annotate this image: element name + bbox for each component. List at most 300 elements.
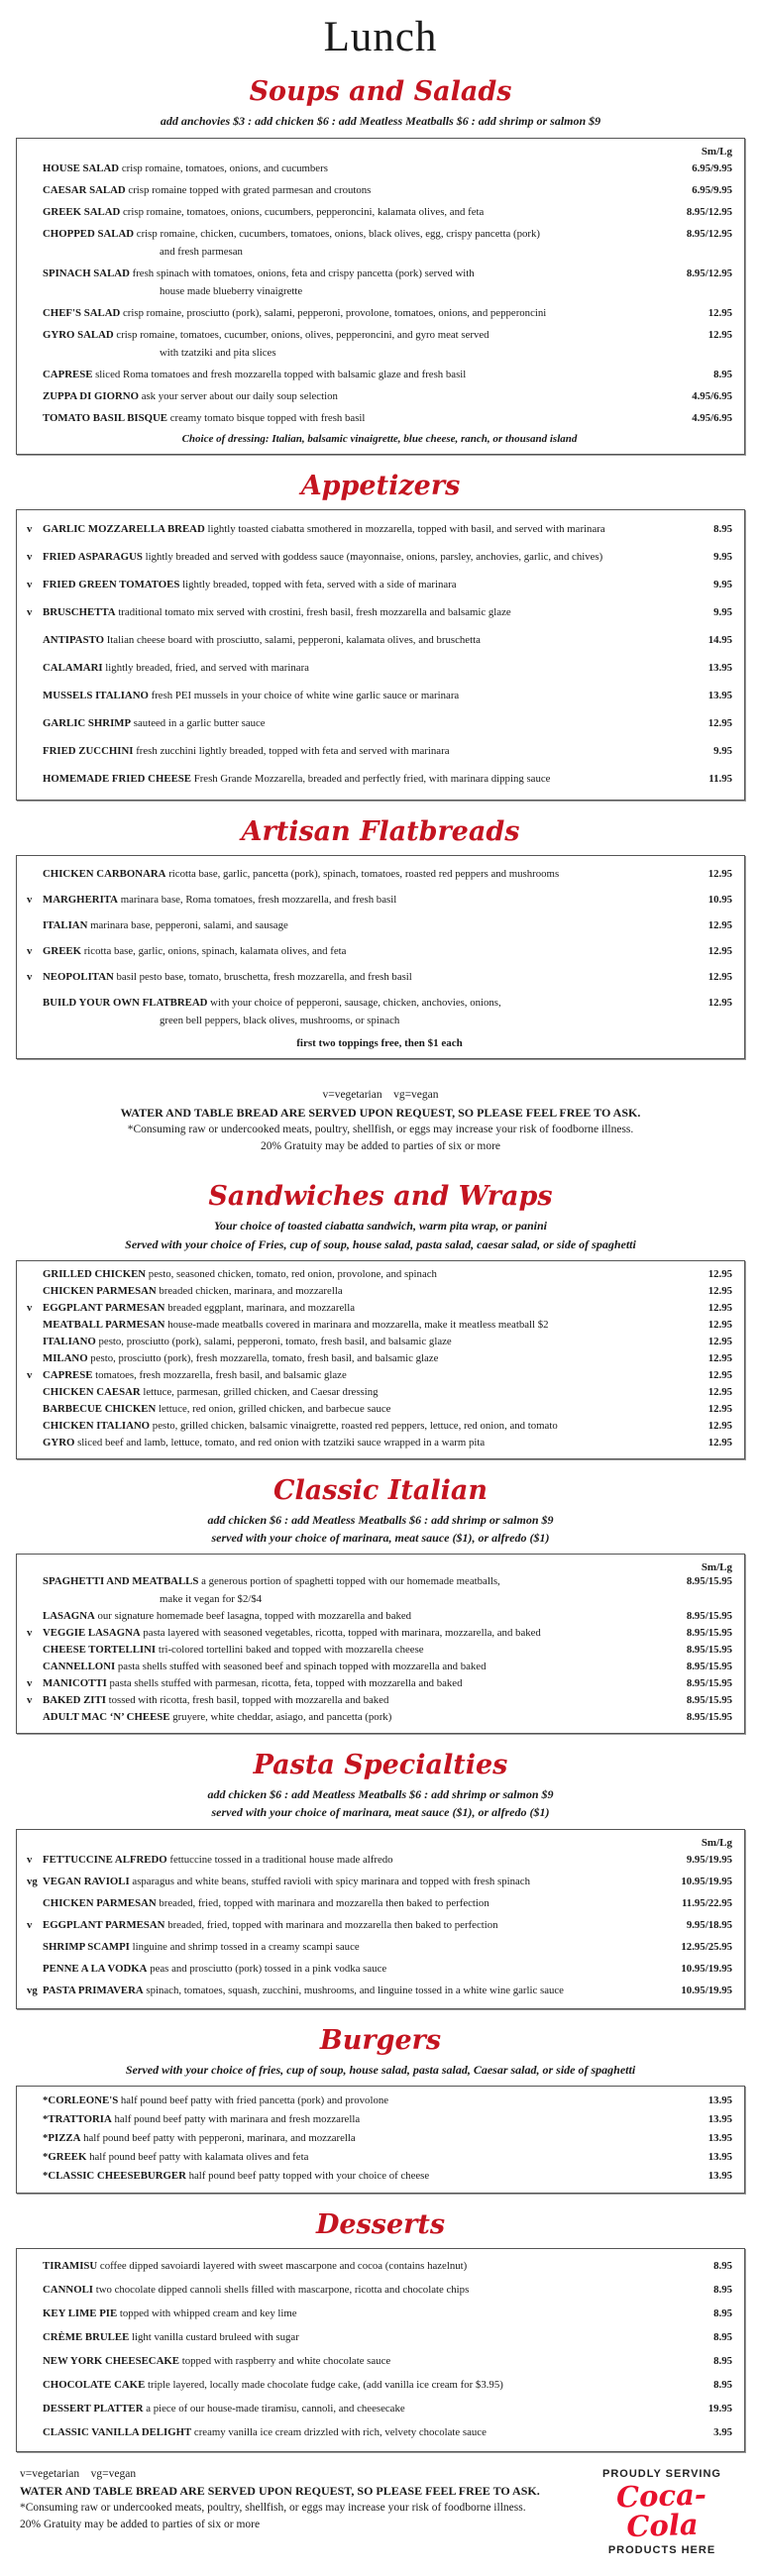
item-description: two chocolate dipped cannoli shells filled with mascarpone, ricotta and chocolate chips xyxy=(95,2283,470,2296)
menu-item xyxy=(27,598,732,626)
menu-item xyxy=(27,571,732,598)
veg-marker xyxy=(27,2148,43,2167)
item-name: FRIED ASPARAGUS xyxy=(43,550,143,563)
item-price: 8.95/12.95 xyxy=(686,267,732,279)
menu-item xyxy=(27,2092,732,2110)
menu-box xyxy=(16,1829,745,2009)
item-price: 8.95/15.95 xyxy=(686,1694,732,1707)
page-title: Lunch xyxy=(323,14,438,60)
item-text xyxy=(43,654,669,682)
item-name: SHRIMP SCAMPI xyxy=(43,1940,130,1953)
item-text xyxy=(43,1642,669,1659)
price-size-header: Sm/Lg xyxy=(701,145,732,158)
item-text xyxy=(43,1892,669,1914)
item-price: 8.95 xyxy=(713,2378,732,2391)
item-text xyxy=(43,2420,669,2444)
item-description: lettuce, parmesan, grilled chicken, and Caesar dressing xyxy=(143,1385,379,1398)
section-appetizers xyxy=(14,471,747,801)
item-price: 12.95 xyxy=(707,996,732,1009)
item-price: 8.95/15.95 xyxy=(686,1644,732,1657)
veg-marker xyxy=(27,912,43,938)
veg-marker xyxy=(27,263,43,302)
item-text xyxy=(43,201,669,223)
veg-marker xyxy=(27,364,43,385)
item-text xyxy=(43,861,669,887)
menu-item xyxy=(27,765,732,793)
menu-item xyxy=(27,1958,732,1980)
item-name: PENNE A LA VODKA xyxy=(43,1962,148,1975)
item-text xyxy=(43,682,669,709)
item-description: breaded, fried, topped with marinara and mozzarella then baked to perfection xyxy=(167,1918,498,1931)
section-desserts xyxy=(14,2209,747,2452)
item-description: crisp romaine, prosciutto (pork), salami, pepperoni, provolone, tomatoes, onions, and pepperoncini xyxy=(123,306,547,319)
item-name: CHICKEN PARMESAN xyxy=(43,1896,157,1909)
item-name: GREEK SALAD xyxy=(43,205,121,218)
item-text xyxy=(43,1573,669,1608)
item-text xyxy=(43,2092,669,2110)
item-price: 12.95 xyxy=(707,1318,732,1331)
veg-marker xyxy=(27,1936,43,1958)
menu-item xyxy=(27,364,732,385)
veg-marker: v xyxy=(27,1677,33,1690)
section-soups-and-salads xyxy=(14,76,747,454)
item-text xyxy=(43,1871,669,1892)
item-price: 9.95 xyxy=(713,578,732,590)
veg-marker xyxy=(27,2397,43,2420)
item-description: lightly toasted ciabatta smothered in mozzarella, topped with basil, and served with marinara xyxy=(207,522,605,535)
menu-box xyxy=(16,2248,745,2452)
item-name: CANNELLONI xyxy=(43,1661,116,1673)
menu-item xyxy=(27,2420,732,2444)
menu-item xyxy=(27,1418,732,1435)
item-text xyxy=(43,2148,669,2167)
item-text xyxy=(43,1401,669,1418)
veg-marker: v xyxy=(27,1368,33,1381)
item-name: *TRATTORIA xyxy=(43,2112,112,2125)
item-text xyxy=(43,1334,669,1350)
item-text xyxy=(43,1418,669,1435)
item-description: house-made meatballs covered in marinara and mozzarella, make it meatless meatball $2 xyxy=(167,1318,549,1331)
item-description-line2: make it vegan for $2/$4 xyxy=(160,1593,263,1606)
menu-items-table xyxy=(27,861,732,1033)
menu-item xyxy=(27,2148,732,2167)
item-description: tomatoes, fresh mozzarella, fresh basil, and balsamic glaze xyxy=(95,1368,347,1381)
item-text xyxy=(43,2325,669,2349)
veg-marker xyxy=(27,2373,43,2397)
menu-item xyxy=(27,158,732,179)
item-name: DESSERT PLATTER xyxy=(43,2402,144,2415)
item-description: a generous portion of spaghetti topped with our homemade meatballs, xyxy=(201,1575,500,1588)
item-name: CLASSIC VANILLA DELIGHT xyxy=(43,2425,192,2438)
item-text xyxy=(43,1350,669,1367)
veg-marker xyxy=(27,990,43,1033)
veg-marker xyxy=(27,2420,43,2444)
veg-marker xyxy=(27,2167,43,2186)
section-subline: Served with your choice of Fries, cup of soup, house salad, pasta salad, caesar salad, or side of spaghetti xyxy=(125,1236,636,1251)
item-price: 8.95/12.95 xyxy=(686,205,732,218)
item-description: pasta shells stuffed with parmesan, ricotta, feta, topped with mozzarella and baked xyxy=(109,1677,463,1690)
item-price: 12.95 xyxy=(707,1436,732,1449)
veg-marker xyxy=(27,2092,43,2110)
item-price: 13.95 xyxy=(707,2131,732,2144)
item-text xyxy=(43,2278,669,2302)
item-name: CHICKEN CAESAR xyxy=(43,1385,141,1398)
item-description: pesto, prosciutto (pork), salami, pepperoni, tomato, fresh basil, and balsamic glaze xyxy=(98,1335,452,1347)
item-text xyxy=(43,2110,669,2129)
item-text xyxy=(43,1283,669,1300)
item-text xyxy=(43,1936,669,1958)
item-name: EGGPLANT PARMESAN xyxy=(43,1918,165,1931)
veg-marker xyxy=(27,1892,43,1914)
veg-marker xyxy=(27,407,43,429)
item-price: 8.95 xyxy=(713,2330,732,2343)
item-description: peas and prosciutto (pork) tossed in a pink vodka sauce xyxy=(150,1962,387,1975)
menu-item xyxy=(27,543,732,571)
item-text xyxy=(43,2129,669,2148)
item-text xyxy=(43,1384,669,1401)
item-text xyxy=(43,2302,669,2325)
menu-item xyxy=(27,682,732,709)
item-name: CAPRESE xyxy=(43,1368,93,1381)
item-description: lightly breaded, topped with feta, served with a side of marinara xyxy=(182,578,457,590)
item-price: 12.95 xyxy=(707,944,732,957)
item-text xyxy=(43,990,669,1033)
coke-top-text: PROUDLY SERVING xyxy=(602,2467,721,2480)
item-name: CHICKEN PARMESAN xyxy=(43,1284,157,1297)
item-price: 14.95 xyxy=(707,633,732,646)
item-description-line2: and fresh parmesan xyxy=(160,245,243,258)
item-description: sauteed in a garlic butter sauce xyxy=(133,716,266,729)
veg-marker xyxy=(27,1266,43,1283)
veg-marker xyxy=(27,626,43,654)
note-line: 20% Gratuity may be added to parties of six or more xyxy=(260,1140,501,1153)
item-text xyxy=(43,887,669,912)
item-description: crisp romaine topped with grated parmesan and croutons xyxy=(128,183,372,196)
item-name: CHEF'S SALAD xyxy=(43,306,121,319)
item-description: fettuccine tossed in a traditional house made alfredo xyxy=(169,1853,393,1866)
item-price: 8.95 xyxy=(713,2283,732,2296)
menu-item xyxy=(27,1849,732,1871)
veg-marker xyxy=(27,861,43,887)
footer-note-line: *Consuming raw or undercooked meats, poultry, shellfish, or eggs may increase your risk of foodborne illness. xyxy=(20,2501,526,2514)
item-text xyxy=(43,1625,669,1642)
veg-marker xyxy=(27,324,43,364)
item-text xyxy=(43,765,669,793)
item-description: basil pesto base, tomato, bruschetta, fresh mozzarella, and fresh basil xyxy=(116,970,412,983)
item-name: BRUSCHETTA xyxy=(43,605,116,618)
veg-marker: v xyxy=(27,1694,33,1707)
item-name: CANNOLI xyxy=(43,2283,93,2296)
veg-marker xyxy=(27,1384,43,1401)
item-name: CALAMARI xyxy=(43,661,103,674)
item-text xyxy=(43,302,669,324)
menu-box xyxy=(16,2086,745,2194)
item-description: ricotta base, garlic, onions, spinach, kalamata olives, and feta xyxy=(83,944,347,957)
section-title: Desserts xyxy=(315,2208,446,2240)
veg-marker xyxy=(27,765,43,793)
item-price: 9.95 xyxy=(713,744,732,757)
item-description: pasta layered with seasoned vegetables, ricotta, topped with marinara, mozzarella, and baked xyxy=(143,1627,541,1640)
item-price: 12.95 xyxy=(707,1419,732,1432)
item-description: half pound beef patty with fried pancetta (pork) and provolone xyxy=(120,2093,389,2106)
item-name: CHEESE TORTELLINI xyxy=(43,1644,157,1657)
menu-item xyxy=(27,861,732,887)
item-description: half pound beef patty with kalamata olives and feta xyxy=(89,2150,309,2163)
item-name: MEATBALL PARMESAN xyxy=(43,1318,165,1331)
item-name: GYRO SALAD xyxy=(43,328,114,341)
item-name: HOUSE SALAD xyxy=(43,161,120,174)
item-description: breaded chicken, marinara, and mozzarella xyxy=(159,1284,343,1297)
item-name: FRIED GREEN TOMATOES xyxy=(43,578,180,590)
item-description: half pound beef patty with marinara and fresh mozzarella xyxy=(114,2112,361,2125)
item-name: KEY LIME PIE xyxy=(43,2307,118,2319)
item-name: ITALIANO xyxy=(43,1335,96,1347)
menu-item xyxy=(27,1435,732,1451)
item-text xyxy=(43,515,669,543)
item-name: CHOCOLATE CAKE xyxy=(43,2378,146,2391)
item-description: pesto, seasoned chicken, tomato, red onion, provolone, and spinach xyxy=(148,1267,437,1280)
veg-marker xyxy=(27,1283,43,1300)
item-text xyxy=(43,543,669,571)
veg-marker xyxy=(27,2110,43,2129)
box-footnote: Choice of dressing: Italian, balsamic vinaigrette, blue cheese, ranch, or thousand island xyxy=(181,432,578,445)
item-description: marinara base, pepperoni, salami, and sausage xyxy=(90,918,288,931)
item-name: GARLIC SHRIMP xyxy=(43,716,132,729)
item-price: 12.95 xyxy=(707,1301,732,1314)
item-name: GARLIC MOZZARELLA BREAD xyxy=(43,522,205,535)
item-price: 12.95 xyxy=(707,1385,732,1398)
item-name: BAKED ZITI xyxy=(43,1694,106,1707)
item-text xyxy=(43,964,669,990)
item-description: tossed with ricotta, fresh basil, topped with mozzarella and baked xyxy=(108,1694,389,1707)
item-text xyxy=(43,407,669,429)
item-price: 13.95 xyxy=(707,2150,732,2163)
item-name: NEW YORK CHEESECAKE xyxy=(43,2354,179,2367)
veg-marker: v xyxy=(27,1627,33,1640)
item-price: 12.95 xyxy=(707,1402,732,1415)
item-description: breaded, fried, topped with marinara and mozzarella then baked to perfection xyxy=(159,1896,489,1909)
menu-item xyxy=(27,2129,732,2148)
section-subline: served with your choice of marinara, meat sauce ($1), or alfredo ($1) xyxy=(211,1531,550,1546)
item-name: TOMATO BASIL BISQUE xyxy=(43,411,168,424)
item-description: linguine and shrimp tossed in a creamy scampi sauce xyxy=(132,1940,360,1953)
item-name: *GREEK xyxy=(43,2150,87,2163)
veg-marker: v xyxy=(27,1301,33,1314)
item-text xyxy=(43,938,669,964)
note-line: WATER AND TABLE BREAD ARE SERVED UPON REQUEST, SO PLEASE FEEL FREE TO ASK. xyxy=(120,1105,641,1120)
item-text xyxy=(43,912,669,938)
section-title: Artisan Flatbreads xyxy=(241,815,520,847)
veg-marker: v xyxy=(27,1853,33,1866)
item-name: LASAGNA xyxy=(43,1610,95,1623)
item-description: coffee dipped savoiardi layered with sweet mascarpone and cocoa (contains hazelnut) xyxy=(99,2259,468,2272)
veg-marker xyxy=(27,1418,43,1435)
menu-box xyxy=(16,509,745,801)
section-title: Burgers xyxy=(319,2024,442,2056)
item-name: ADULT MAC ‘N’ CHEESE xyxy=(43,1711,170,1724)
menu-item xyxy=(27,938,732,964)
menu-item xyxy=(27,302,732,324)
item-price: 12.95 xyxy=(707,867,732,880)
menu-item xyxy=(27,1709,732,1726)
veg-marker xyxy=(27,1334,43,1350)
item-description: Fresh Grande Mozzarella, breaded and perfectly fried, with marinara dipping sauce xyxy=(193,772,551,785)
veg-marker: v xyxy=(27,970,33,983)
menu-item xyxy=(27,407,732,429)
item-price: 8.95 xyxy=(713,522,732,535)
veg-marker xyxy=(27,1435,43,1451)
item-description: sliced beef and lamb, lettuce, tomato, and red onion with tzatziki sauce wrapped in a warm pita xyxy=(77,1436,486,1449)
item-description: spinach, tomatoes, squash, zucchini, mushrooms, and linguine tossed in a white wine garlic sauce xyxy=(146,1984,564,1996)
menu-item xyxy=(27,2254,732,2278)
veg-marker xyxy=(27,2254,43,2278)
item-text xyxy=(43,737,669,765)
veg-marker xyxy=(27,1659,43,1675)
item-price: 12.95/25.95 xyxy=(681,1940,732,1953)
menu-item xyxy=(27,2302,732,2325)
item-name: GYRO xyxy=(43,1436,75,1449)
menu-item xyxy=(27,1914,732,1936)
menu-item xyxy=(27,1675,732,1692)
section-subline: Served with your choice of fries, cup of soup, house salad, pasta salad, Caesar salad, or side of spaghetti xyxy=(125,2062,636,2077)
item-price: 8.95 xyxy=(713,2307,732,2319)
veg-marker xyxy=(27,682,43,709)
menu-item xyxy=(27,1692,732,1709)
item-text xyxy=(43,263,669,302)
item-description: topped with whipped cream and key lime xyxy=(119,2307,297,2319)
item-price: 3.95 xyxy=(713,2425,732,2438)
item-description: sliced Roma tomatoes and fresh mozzarella topped with balsamic glaze and fresh basil xyxy=(95,368,467,380)
item-price: 8.95 xyxy=(713,368,732,380)
footer-note-line: v=vegetarian vg=vegan xyxy=(20,2467,137,2480)
menu-item xyxy=(27,1936,732,1958)
item-name: FRIED ZUCCHINI xyxy=(43,744,134,757)
item-description: pasta shells stuffed with seasoned beef and spinach topped with mozzarella and baked xyxy=(117,1661,487,1673)
item-price: 11.95/22.95 xyxy=(682,1896,732,1909)
item-name: FETTUCCINE ALFREDO xyxy=(43,1853,167,1866)
veg-marker xyxy=(27,158,43,179)
veg-marker xyxy=(27,201,43,223)
item-name: *CLASSIC CHEESEBURGER xyxy=(43,2169,186,2182)
item-text xyxy=(43,626,669,654)
menu-item xyxy=(27,1266,732,1283)
item-text xyxy=(43,1300,669,1317)
item-name: BARBECUE CHICKEN xyxy=(43,1402,157,1415)
item-text xyxy=(43,1317,669,1334)
item-text xyxy=(43,223,669,263)
item-price: 12.95 xyxy=(707,306,732,319)
price-size-header: Sm/Lg xyxy=(701,1561,732,1574)
menu-item xyxy=(27,223,732,263)
menu-box xyxy=(16,1554,745,1734)
item-price: 10.95/19.95 xyxy=(681,1984,732,1996)
veg-marker xyxy=(27,1608,43,1625)
item-name: PASTA PRIMAVERA xyxy=(43,1984,144,1996)
item-price: 11.95 xyxy=(708,772,732,785)
item-price: 8.95/15.95 xyxy=(686,1575,732,1588)
menu-item xyxy=(27,1892,732,1914)
veg-marker xyxy=(27,2349,43,2373)
item-price: 13.95 xyxy=(707,2112,732,2125)
section-title: Sandwiches and Wraps xyxy=(208,1181,553,1213)
item-description: a piece of our house-made tiramisu, cannoli, and cheesecake xyxy=(146,2402,405,2415)
item-text xyxy=(43,1692,669,1709)
item-text xyxy=(43,1675,669,1692)
item-text xyxy=(43,1914,669,1936)
menu-item xyxy=(27,990,732,1033)
item-description-line2: with tzatziki and pita slices xyxy=(160,346,276,359)
veg-marker xyxy=(27,302,43,324)
menu-item xyxy=(27,2167,732,2186)
item-name: GRILLED CHICKEN xyxy=(43,1267,147,1280)
section-title: Classic Italian xyxy=(273,1474,488,1506)
item-price: 9.95/18.95 xyxy=(686,1918,732,1931)
item-description: traditional tomato mix served with crostini, fresh basil, fresh mozzarella and balsamic glaze xyxy=(118,605,511,618)
veg-marker xyxy=(27,1350,43,1367)
menu-item xyxy=(27,2397,732,2420)
section-subline: add chicken $6 : add Meatless Meatballs $6 : add shrimp or salmon $9 xyxy=(207,1512,554,1527)
item-price: 13.95 xyxy=(707,2169,732,2182)
item-description: triple layered, locally made chocolate fudge cake, (add vanilla ice cream for $3.95) xyxy=(148,2378,503,2391)
menu-item xyxy=(27,515,732,543)
veg-marker: v xyxy=(27,944,33,957)
veg-marker xyxy=(27,654,43,682)
item-price: 9.95 xyxy=(713,605,732,618)
veg-marker xyxy=(27,179,43,201)
item-price: 4.95/6.95 xyxy=(692,411,732,424)
coca-cola-script-icon: Coca-Cola xyxy=(615,2477,707,2544)
menu-item xyxy=(27,1283,732,1300)
price-size-header: Sm/Lg xyxy=(701,1836,732,1849)
note-line: *Consuming raw or undercooked meats, poultry, shellfish, or eggs may increase your risk of foodborne illness. xyxy=(127,1123,634,1135)
item-name: CAPRESE xyxy=(43,368,93,380)
item-description: asparagus and white beans, stuffed ravioli with spicy marinara and topped with fresh spinach xyxy=(132,1875,530,1887)
menu-item xyxy=(27,1384,732,1401)
menu-item xyxy=(27,2349,732,2373)
veg-marker xyxy=(27,1709,43,1726)
item-name: CHOPPED SALAD xyxy=(43,227,135,240)
menu-item xyxy=(27,1401,732,1418)
menu-item xyxy=(27,654,732,682)
menu-items-table xyxy=(27,2092,732,2186)
item-price: 10.95/19.95 xyxy=(681,1962,732,1975)
menu-items-table xyxy=(27,1266,732,1451)
item-name: VEGAN RAVIOLI xyxy=(43,1875,130,1887)
veg-marker xyxy=(27,385,43,407)
item-description: tri-colored tortellini baked and topped with mozzarella cheese xyxy=(158,1644,424,1657)
item-text xyxy=(43,179,669,201)
page-footer xyxy=(14,2466,747,2556)
item-price: 13.95 xyxy=(707,689,732,701)
item-description: fresh PEI mussels in your choice of white wine garlic sauce or marinara xyxy=(151,689,460,701)
item-text xyxy=(43,2397,669,2420)
item-name: VEGGIE LASAGNA xyxy=(43,1627,141,1640)
item-price: 13.95 xyxy=(707,661,732,674)
item-name: TIRAMISU xyxy=(43,2259,98,2272)
footer-note-line: WATER AND TABLE BREAD ARE SERVED UPON REQUEST, SO PLEASE FEEL FREE TO ASK. xyxy=(20,2483,540,2498)
item-text xyxy=(43,1435,669,1451)
item-name: ANTIPASTO xyxy=(43,633,104,646)
menu-items-table xyxy=(27,1573,732,1726)
item-price: 10.95/19.95 xyxy=(681,1875,732,1887)
section-title: Soups and Salads xyxy=(249,76,512,108)
menu-item xyxy=(27,1350,732,1367)
menu-item xyxy=(27,887,732,912)
item-description-line2: green bell peppers, black olives, mushrooms, or spinach xyxy=(160,1014,400,1026)
item-text xyxy=(43,1367,669,1384)
menu-item xyxy=(27,737,732,765)
item-description: our signature homemade beef lasagna, topped with mozzarella and baked xyxy=(97,1610,412,1623)
